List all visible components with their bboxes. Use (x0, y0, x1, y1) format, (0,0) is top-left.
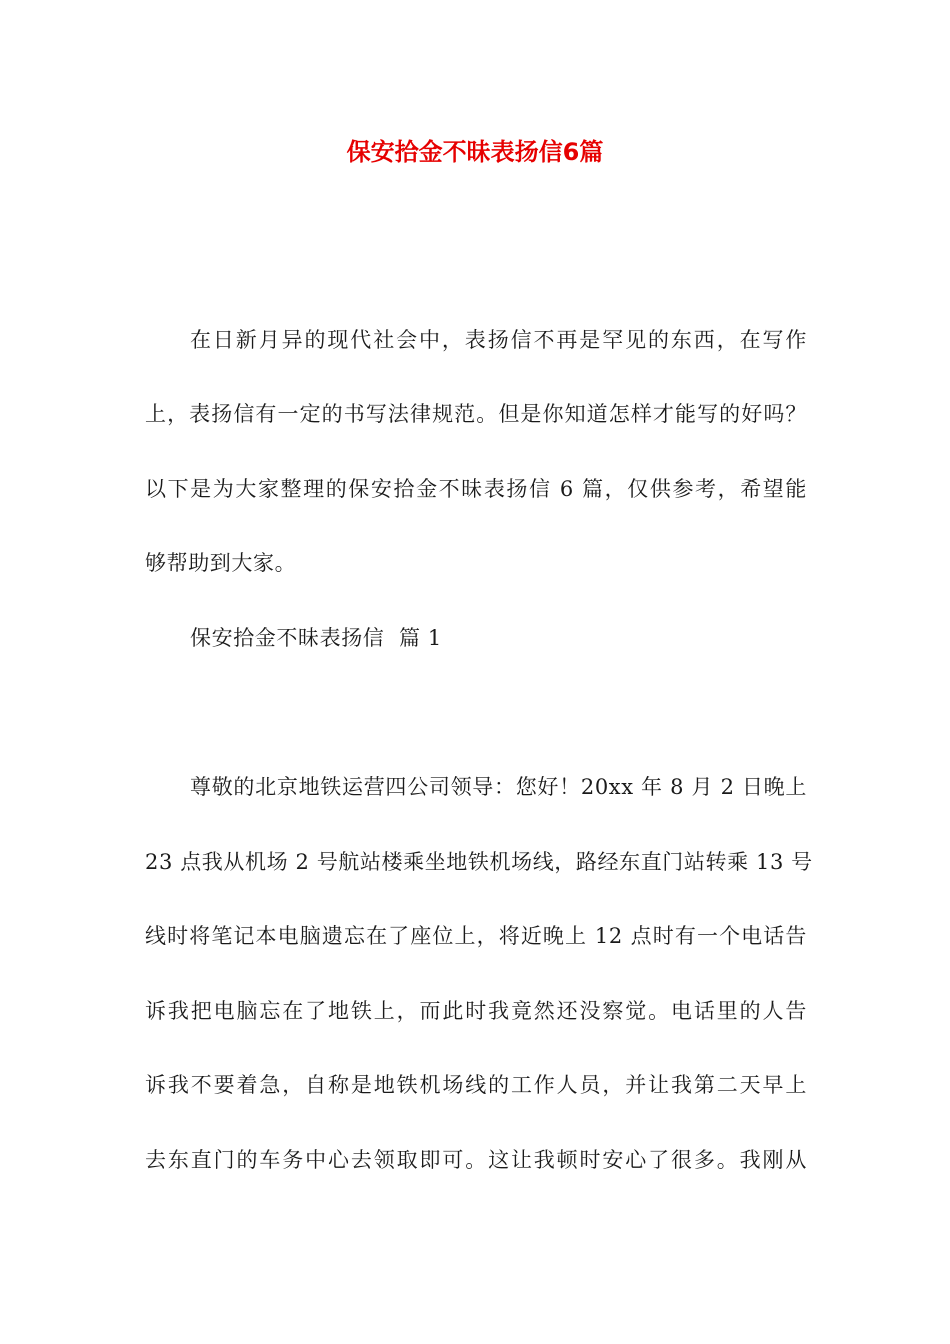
document-title: 保安拾金不昧表扬信6篇 (346, 138, 604, 166)
letter-line-5: 诉我不要着急，自称是地铁机场线的工作人员，并让我第二天早上 (145, 1073, 807, 1097)
intro-line-1: 在日新月异的现代社会中，表扬信不再是罕见的东西，在写作 (190, 328, 807, 352)
letter-line-6: 去东直门的车务中心去领取即可。这让我顿时安心了很多。我刚从 (145, 1148, 807, 1172)
letter-line-2: 23 点我从机场 2 号航站楼乘坐地铁机场线，路经东直门站转乘 13 号 (145, 850, 813, 874)
letter-line-4: 诉我把电脑忘在了地铁上，而此时我竟然还没察觉。电话里的人告 (145, 999, 807, 1023)
intro-line-2: 上，表扬信有一定的书写法律规范。但是你知道怎样才能写的好吗？ (145, 402, 807, 426)
intro-line-3: 以下是为大家整理的保安拾金不昧表扬信 6 篇，仅供参考，希望能 (145, 477, 807, 501)
letter-line-3: 线时将笔记本电脑遗忘在了座位上，将近晚上 12 点时有一个电话告 (145, 924, 807, 948)
letter-line-1: 尊敬的北京地铁运营四公司领导：您好！20xx 年 8 月 2 日晚上 (190, 775, 807, 799)
section-heading: 保安拾金不昧表扬信 篇 1 (190, 626, 442, 650)
intro-line-4: 够帮助到大家。 (145, 551, 297, 575)
